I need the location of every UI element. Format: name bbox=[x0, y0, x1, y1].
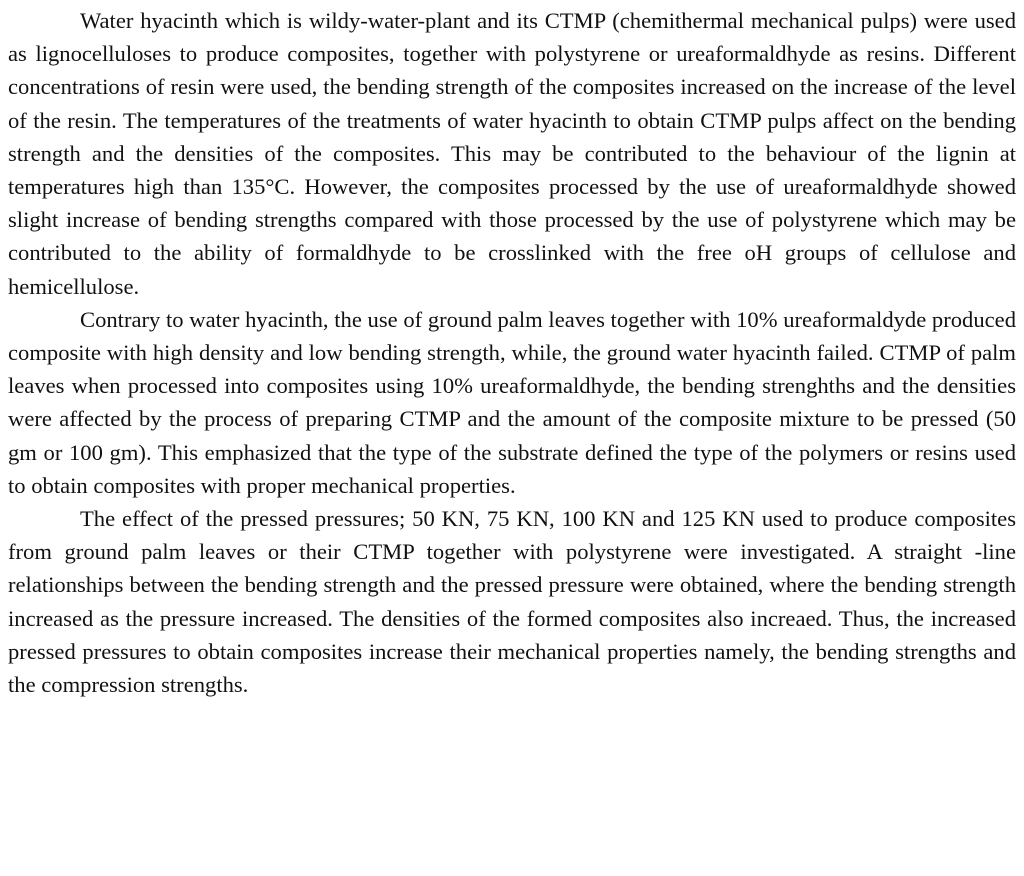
document-body bbox=[8, 4, 1016, 701]
paragraph-palm-leaves: Contrary to water hyacinth, the use of ground palm leaves together with 10% ureaformaldyde produced composite with high density and low bending strength, while, the ground water hyacinth failed. CTMP of palm leaves when processed into composites using 10% ureaformaldhyde, the bending strenghths and the densities were affected by the process of preparing CTMP and the amount of the composite mixture to be pressed (50 gm or 100 gm). This emphasized that the type of the substrate defined the type of the polymers or resins used to obtain composites with proper mechanical properties. bbox=[8, 306, 1016, 498]
paragraph-water-hyacinth: Water hyacinth which is wildy-water-plant and its CTMP (chemithermal mechanical pulps) were used as lignocelluloses to produce composites, together with polystyrene or ureaformaldhyde as resins. Different concentrations of resin were used, the bending strength of the composites increased on the increase of the level of the resin. The temperatures of the treatments of water hyacinth to obtain CTMP pulps affect on the bending strength and the densities of the composites. This may be contributed to the behaviour of the lignin at temperatures high than 135°C. However, the composites processed by the use of ureaformaldhyde showed slight increase of bending strengths compared with those processed by the use of polystyrene which may be contributed to the ability of formaldhyde to be crosslinked with the free oH groups of cellulose and hemicellulose. bbox=[8, 8, 1016, 299]
paragraph-pressed-pressures: The effect of the pressed pressures; 50 KN, 75 KN, 100 KN and 125 KN used to produce composites from ground palm leaves or their CTMP together with polystyrene were investigated. A straight -line relationships between the bending strength and the pressed pressure were obtained, where the bending strength increased as the pressure increased. The densities of the formed composites also increaed. Thus, the increased pressed pressures to obtain composites increase their mechanical properties namely, the bending strengths and the compression strengths. bbox=[8, 506, 1016, 698]
